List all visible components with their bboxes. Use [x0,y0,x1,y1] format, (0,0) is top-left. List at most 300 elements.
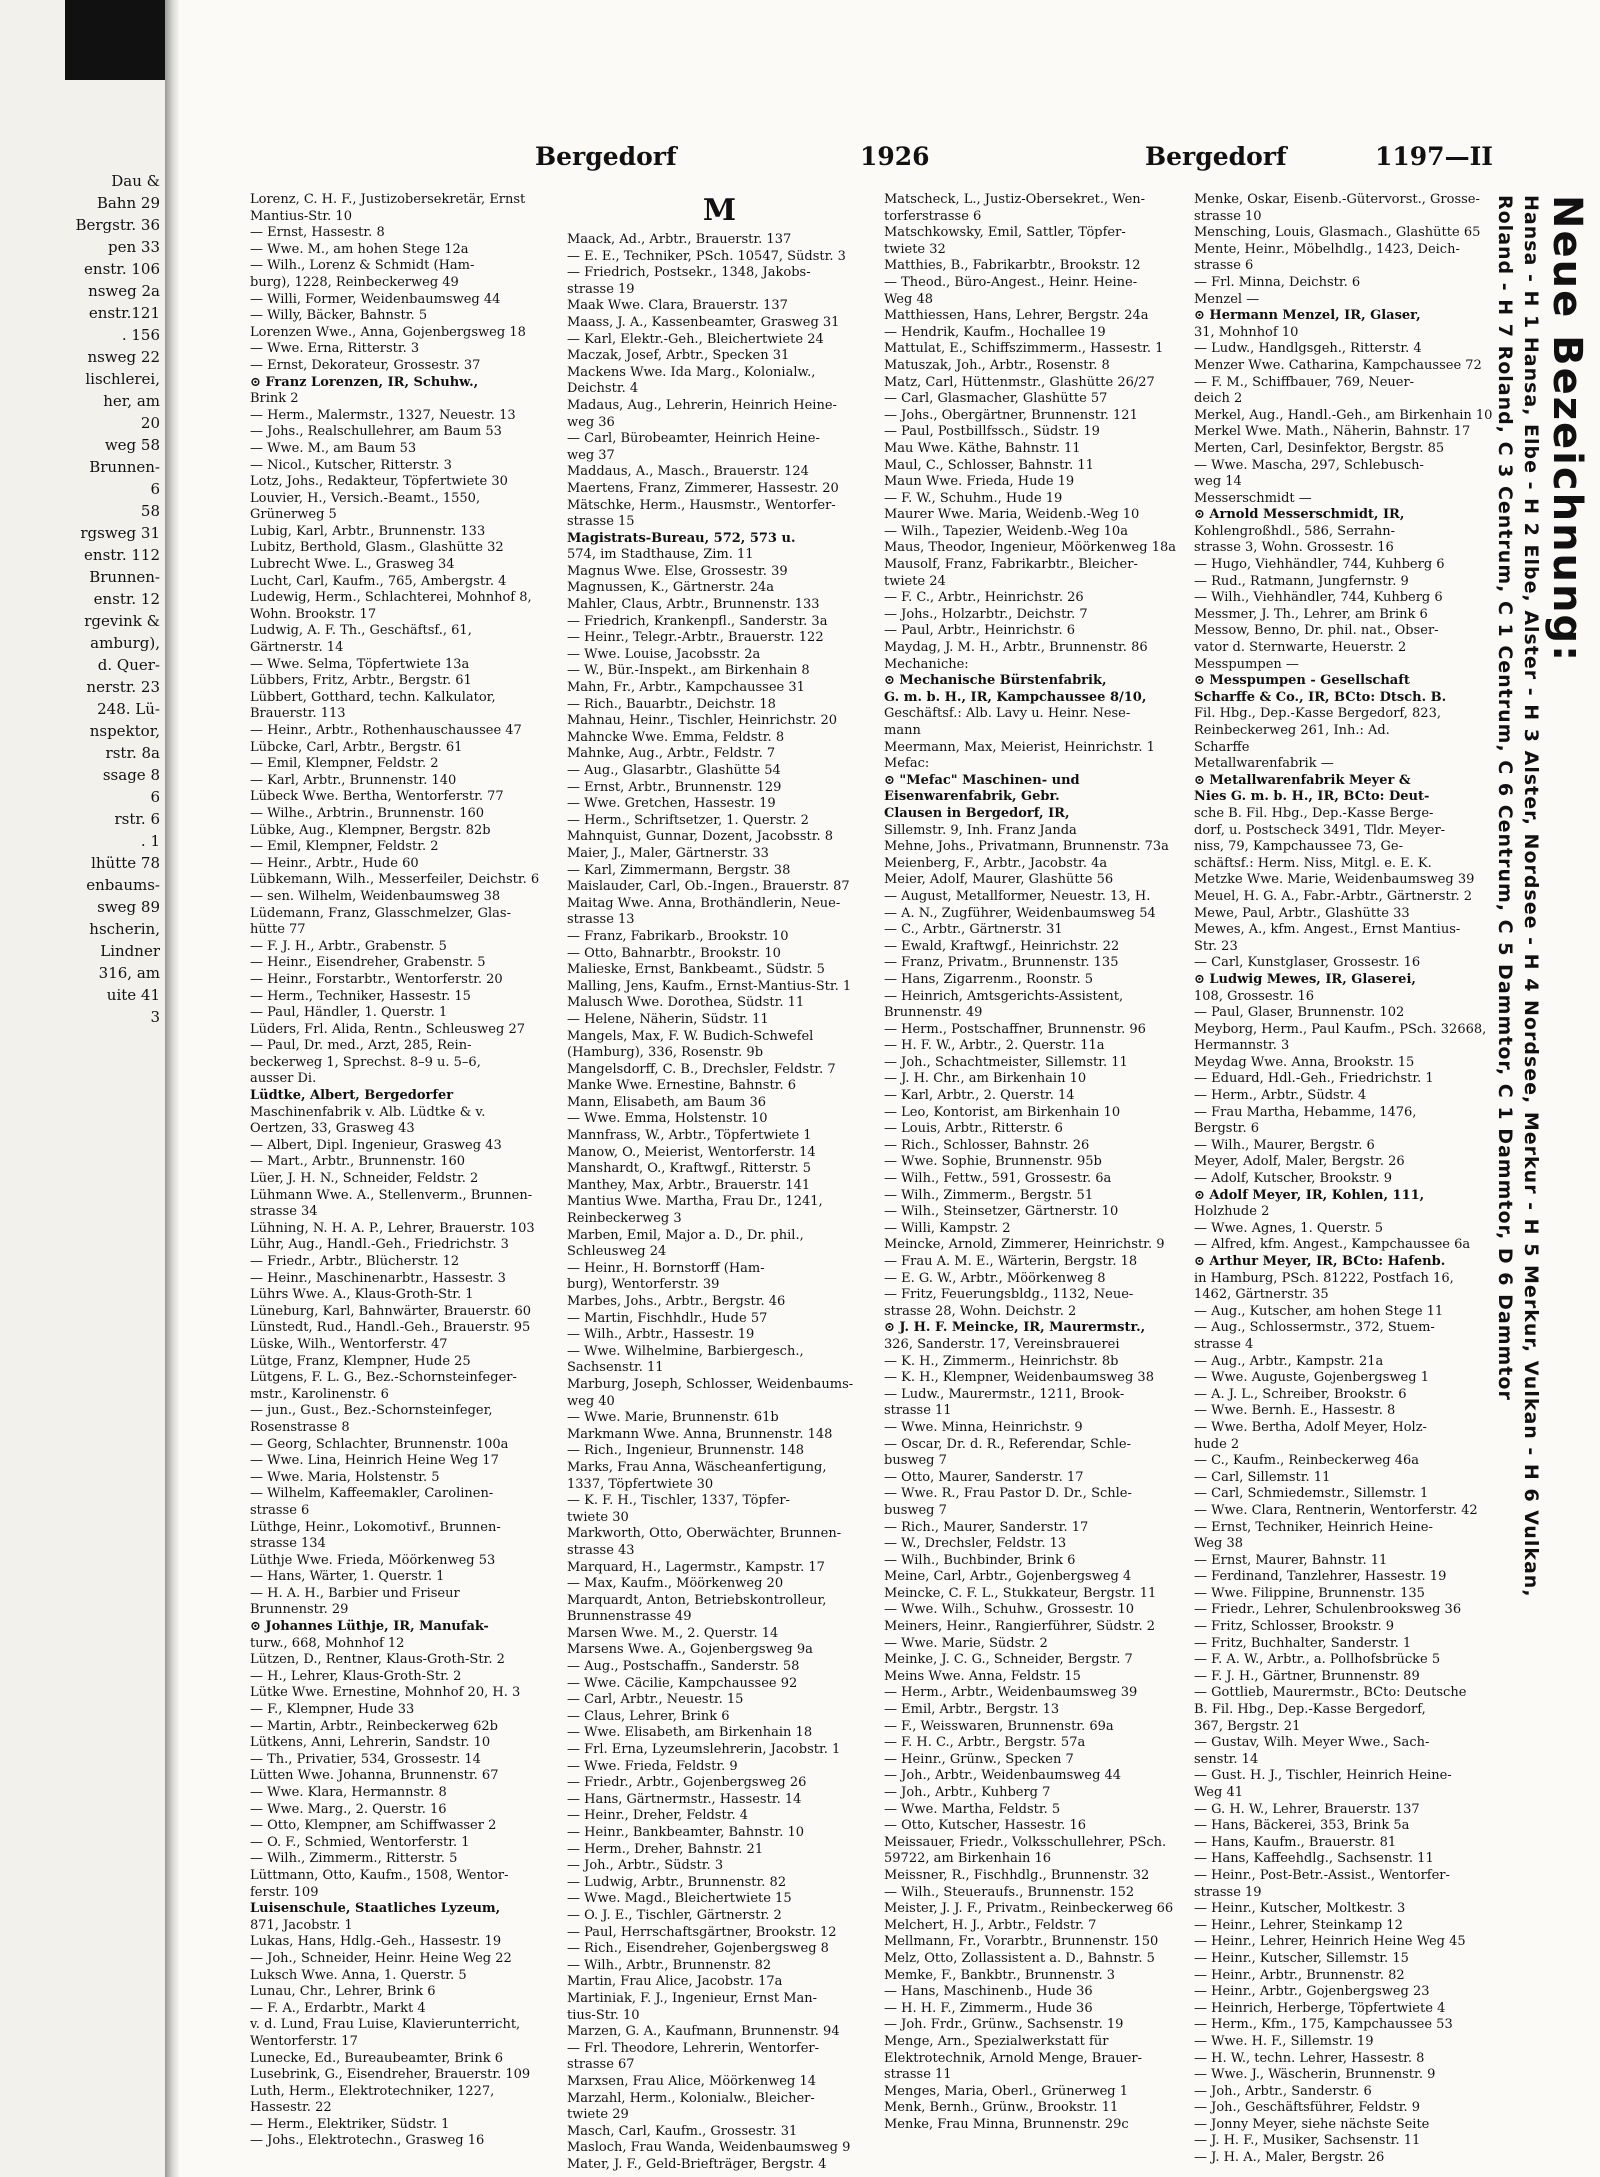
directory-entry: — C., Arbtr., Gärtnerstr. 31 [884,922,1063,938]
directory-entry: Reinbeckerweg 261, Inh.: Ad. [1194,723,1390,738]
header-page-number: 1197—II [1375,142,1493,171]
directory-entry: Lorenz, C. H. F., Justizobersekretär, Ernst [250,192,526,207]
directory-entry: Marben, Emil, Major a. D., Dr. phil., [567,1227,804,1243]
directory-entry: Meermann, Max, Meierist, Heinrichstr. 1 [884,739,1155,755]
directory-entry: ⊙ Metallwarenfabrik Meyer & [1194,772,1411,788]
previous-page-line: enstr.121 [88,304,160,322]
directory-entry: — Herm., Arbtr., Weidenbaumsweg 39 [884,1685,1138,1701]
directory-entry: — Emil, Arbtr., Bergstr. 13 [884,1702,1060,1718]
directory-entry: Madaus, Aug., Lehrerin, Heinrich Heine- [567,397,837,413]
directory-entry: Brauerstr. 113 [250,706,346,722]
directory-entry: Menge, Arn., Spezialwerkstatt für [884,2033,1109,2049]
directory-entry: Mattulat, E., Schiffszimmerm., Hassestr. 1 [884,341,1164,357]
directory-entry: — Frl. Erna, Lyzeumslehrerin, Jacobstr. 1 [567,1742,841,1758]
directory-entry: Magnussen, K., Gärtnerstr. 24a [567,580,775,596]
directory-entry: — Wwe. Filippine, Brunnenstr. 135 [1194,1585,1425,1601]
previous-page-line: . 1 [140,832,160,850]
directory-entry: — Karl, Elektr.-Geh., Bleichertwiete 24 [567,331,824,347]
directory-entry: — Johs., Holzarbtr., Deichstr. 7 [884,606,1088,622]
previous-page-line: hscherin, [89,920,160,938]
directory-entry: Malusch Wwe. Dorothea, Südstr. 11 [567,995,805,1011]
directory-entry: — Eduard, Hdl.-Geh., Friedrichstr. 1 [1194,1071,1434,1087]
previous-page-line: nspektor, [89,722,160,740]
directory-entry: Lotz, Johs., Redakteur, Töpfertwiete 30 [250,474,508,490]
directory-entry: strasse 15 [567,514,635,530]
directory-entry: Brink 2 [250,391,299,407]
directory-entry: Menzer Wwe. Catharina, Kampchaussee 72 [1194,357,1482,373]
directory-entry: Messpumpen — [1194,656,1299,672]
directory-entry: — K. H., Zimmerm., Heinrichstr. 8b [884,1353,1119,1369]
directory-entry: Lühr, Aug., Handl.-Geh., Friedrichstr. 3 [250,1237,509,1253]
directory-entry: 108, Grossestr. 16 [1194,988,1315,1004]
previous-page-line: Dau & [111,172,160,190]
directory-entry: Lüttmann, Otto, Kaufm., 1508, Wentor- [250,1867,509,1883]
directory-entry: — W., Bür.-Inspekt., am Birkenhain 8 [567,663,810,679]
directory-entry: — Mart., Arbtr., Brunnenstr. 160 [250,1154,466,1170]
directory-entry: Melz, Otto, Zollassistent a. D., Bahnstr. 5 [884,1950,1155,1966]
directory-entry: strasse 3, Wohn. Grossestr. 16 [1194,540,1394,556]
directory-entry: Marsens Wwe. A., Gojenbergsweg 9a [567,1642,813,1658]
directory-entry: — F. J. H., Arbtr., Grabenstr. 5 [250,938,447,954]
directory-entry: — Georg, Schlachter, Brunnenstr. 100a [250,1436,509,1452]
directory-entry: Mangels, Max, F. W. Budich-Schwefel [567,1028,814,1044]
directory-entry: 1462, Gärtnerstr. 35 [1194,1287,1329,1303]
directory-entry: — Claus, Lehrer, Brink 6 [567,1708,730,1724]
directory-entry: — Wilh., Zimmerm., Bergstr. 51 [884,1187,1094,1203]
previous-page-line: 20 [140,414,160,432]
directory-entry: twiete 32 [884,241,946,257]
previous-page-line: Brunnen- [89,458,160,476]
directory-entry: busweg 7 [884,1502,947,1518]
directory-entry: Oertzen, 33, Grasweg 43 [250,1121,415,1137]
directory-entry: 31, Mohnhof 10 [1194,324,1299,340]
directory-entry: Lüders, Frl. Alida, Rentn., Schleusweg 27 [250,1021,525,1037]
directory-entry: — Heinrich, Herberge, Töpfertwiete 4 [1194,2000,1446,2016]
directory-entry: weg 14 [1194,474,1242,490]
previous-page-line: rgsweg 31 [80,524,160,542]
directory-entry: Mellmann, Fr., Vorarbtr., Brunnenstr. 150 [884,1934,1159,1950]
directory-entry: Memke, F., Bankbtr., Brunnenstr. 3 [884,1967,1116,1983]
directory-entry: — J. H. A., Maler, Bergstr. 26 [1194,2150,1385,2166]
book-gutter [165,0,179,2177]
directory-entry: — Wwe. Wilh., Schuhw., Grossestr. 10 [884,1602,1135,1618]
directory-entry: — Paul, Postbillfssch., Südstr. 19 [884,424,1100,440]
directory-entry: — Wilh., Arbtr., Brunnenstr. 82 [567,1957,772,1973]
directory-entry: — K. F. H., Tischler, 1337, Töpfer- [567,1493,790,1509]
directory-entry: Mangelsdorff, C. B., Drechsler, Feldstr. 7 [567,1061,836,1077]
directory-entry: — Hugo, Viehhändler, 744, Kuhberg 6 [1194,557,1445,573]
directory-entry: Mewes, A., kfm. Angest., Ernst Mantius- [1194,922,1461,938]
directory-entry: — Ernst, Dekorateur, Grossestr. 37 [250,357,481,373]
directory-entry: — Joh. Frdr., Grünw., Sachsenstr. 19 [884,2017,1124,2033]
directory-entry: strasse 13 [567,912,635,928]
directory-entry: Lübkemann, Wilh., Messerfeiler, Deichstr. 6 [250,872,540,888]
directory-entry: ⊙ Franz Lorenzen, IR, Schuhw., [250,374,479,390]
directory-entry: Lüske, Wilh., Wentorferstr. 47 [250,1336,448,1352]
directory-entry: strasse 67 [567,2057,635,2073]
directory-entry: burg), 1228, Reinbeckerweg 49 [250,274,459,290]
directory-entry: ⊙ Messpumpen - Gesellschaft [1194,673,1410,689]
directory-entry: Metallwarenfabrik — [1194,756,1334,772]
directory-entry: — Karl, Arbtr., Brunnenstr. 140 [250,772,457,788]
directory-entry: — Wwe. Agnes, 1. Querstr. 5 [1194,1220,1383,1236]
directory-entry: v. d. Lund, Frau Luise, Klavierunterricht, [250,2017,521,2033]
directory-entry: — Friedrich, Krankenpfl., Sanderstr. 3a [567,613,828,629]
directory-entry: — Otto, Maurer, Sanderstr. 17 [884,1469,1084,1485]
previous-page-line: pen 33 [108,238,160,256]
directory-entry: — Herm., Techniker, Hassestr. 15 [250,988,471,1004]
directory-entry: Lührs Wwe. A., Klaus-Groth-Str. 1 [250,1287,474,1303]
directory-entry: — Heinr., H. Bornstorff (Ham- [567,1260,765,1276]
directory-entry: Mensching, Louis, Glasmach., Glashütte 65 [1194,225,1481,241]
directory-entry: twiete 30 [567,1509,629,1525]
directory-entry: — H., Lehrer, Klaus-Groth-Str. 2 [250,1668,462,1684]
directory-entry: Mahler, Claus, Arbtr., Brunnenstr. 133 [567,597,820,613]
directory-entry: Maurer Wwe. Maria, Weidenb.-Weg 10 [884,507,1140,523]
directory-entry: — Heinr., Telegr.-Arbtr., Brauerstr. 122 [567,630,824,646]
directory-entry: — C., Kaufm., Reinbeckerweg 46a [1194,1453,1420,1469]
directory-entry: Holzhude 2 [1194,1204,1270,1220]
directory-entry: — Wilh., Viehhändler, 744, Kuhberg 6 [1194,590,1443,606]
directory-entry: — Aug., Schlossermstr., 372, Stuem- [1194,1320,1435,1336]
directory-entry: — F. A., Erdarbtr., Markt 4 [250,2000,426,2016]
directory-entry: — Wwe. Bertha, Adolf Meyer, Holz- [1194,1419,1427,1435]
previous-page-line: . 156 [121,326,160,344]
directory-entry: Markworth, Otto, Oberwächter, Brunnen- [567,1526,842,1542]
directory-entry: — F. A. W., Arbtr., a. Pollhofsbrücke 5 [1194,1652,1441,1668]
directory-entry: Maass, J. A., Kassenbeamter, Grasweg 31 [567,314,840,330]
side-title: Neue Bezeichnung: [1544,195,1590,664]
directory-entry: — O. F., Schmied, Wentorferstr. 1 [250,1834,470,1850]
directory-entry: 367, Bergstr. 21 [1194,1718,1301,1734]
directory-entry: Menk, Bernh., Grünw., Brookstr. 11 [884,2100,1119,2116]
directory-entry: sche B. Fil. Hbg., Dep.-Kasse Berge- [1194,805,1434,821]
directory-entry: — Wilh., Tapezier, Weidenb.-Weg 10a [884,523,1128,539]
directory-entry: Meydag Wwe. Anna, Brookstr. 15 [1194,1054,1415,1070]
directory-entry: Marbes, Johs., Arbtr., Bergstr. 46 [567,1294,786,1309]
directory-entry: strasse 134 [250,1536,326,1552]
directory-entry: Lubig, Karl, Arbtr., Brunnenstr. 133 [250,523,486,539]
directory-entry: — Joh., Schachtmeister, Sillemstr. 11 [884,1054,1128,1070]
directory-entry: Maydag, J. M. H., Arbtr., Brunnenstr. 86 [884,640,1148,656]
directory-entry: Lütgens, F. L. G., Bez.-Schornsteinfeger- [250,1370,517,1386]
directory-entry: Mannfrass, W., Arbtr., Töpfertwiete 1 [567,1128,812,1144]
directory-entry: Magnus Wwe. Else, Grossestr. 39 [567,563,788,579]
directory-entry: — Wwe. Klara, Hermannstr. 8 [250,1785,447,1800]
directory-entry: — Carl, Bürobeamter, Heinrich Heine- [567,431,820,447]
directory-entry: — Joh., Arbtr., Südstr. 3 [567,1858,724,1874]
directory-entry: — Wilhelm, Kaffeemakler, Carolinen- [250,1486,494,1502]
directory-entry: Masch, Carl, Kaufm., Grossestr. 31 [567,2123,798,2139]
directory-entry: Weg 38 [1194,1536,1243,1552]
directory-entry: — O. J. E., Tischler, Gärtnerstr. 2 [567,1907,782,1923]
directory-entry: — Aug., Arbtr., Kampstr. 21a [1194,1353,1384,1369]
directory-entry: — A. N., Zugführer, Weidenbaumsweg 54 [884,905,1156,921]
directory-entry: Marquardt, Anton, Betriebskontrolleur, [567,1592,827,1608]
directory-entry: Lusebrink, G., Eisendreher, Brauerstr. 109 [250,2067,531,2083]
directory-entry: — Hendrik, Kaufm., Hochallee 19 [884,324,1106,340]
directory-entry: — Leo, Kontorist, am Birkenhain 10 [884,1104,1121,1120]
directory-entry: strasse 28, Wohn. Deichstr. 2 [884,1303,1077,1319]
directory-entry: — Heinr., Dreher, Feldstr. 4 [567,1808,749,1824]
directory-entry: — Helene, Näherin, Südstr. 11 [567,1011,769,1027]
directory-entry: — Willi, Former, Weidenbaumsweg 44 [250,291,501,307]
directory-entry: Mahn, Fr., Arbtr., Kampchaussee 31 [567,680,805,696]
directory-entry: Matthies, B., Fabrikarbtr., Brookstr. 12 [884,258,1141,274]
directory-entry: — Karl, Zimmermann, Bergstr. 38 [567,862,791,878]
directory-entry: Melchert, H. J., Arbtr., Feldstr. 7 [884,1917,1097,1933]
directory-entry: Meienberg, F., Arbtr., Jacobstr. 4a [884,855,1108,871]
directory-entry: Lübcke, Carl, Arbtr., Bergstr. 61 [250,739,463,755]
directory-entry: — F., Weisswaren, Brunnenstr. 69a [884,1718,1114,1734]
directory-entry: — Joh., Geschäftsführer, Feldstr. 9 [1194,2100,1421,2116]
directory-entry: Mechaniche: [884,656,969,672]
directory-entry: Luisenschule, Staatliches Lyzeum, [250,1901,501,1917]
directory-entry: strasse 34 [250,1204,318,1220]
directory-entry: — Hans, Kaffeehdlg., Sachsenstr. 11 [1194,1851,1434,1867]
directory-entry: Merkel, Aug., Handl.-Geh., am Birkenhain 10 [1194,407,1493,423]
directory-entry: Malling, Jens, Kaufm., Ernst-Mantius-Str. 1 [567,978,852,994]
directory-entry: Mackens Wwe. Ida Marg., Kolonialw., [567,364,816,380]
directory-entry: twiete 24 [884,573,946,589]
directory-entry: Lucht, Carl, Kaufm., 765, Ambergstr. 4 [250,573,507,589]
directory-entry: — Franz, Privatm., Brunnenstr. 135 [884,955,1119,971]
directory-entry: ⊙ Hermann Menzel, IR, Glaser, [1194,308,1421,324]
directory-entry: Sillemstr. 9, Inh. Franz Janda [884,822,1077,838]
directory-entry: — Heinr., Lehrer, Steinkamp 12 [1194,1917,1403,1933]
directory-entry: — Carl, Schmiedemstr., Sillemstr. 1 [1194,1486,1429,1502]
previous-page-line: 6 [150,480,160,498]
directory-entry: Meuel, H. G. A., Fabr.-Arbtr., Gärtnerstr. 2 [1194,888,1472,904]
directory-entry: turw., 668, Mohnhof 12 [250,1635,405,1651]
directory-entry: — Martin, Arbtr., Reinbeckerweg 62b [250,1718,498,1734]
directory-entry: — A. J. L., Schreiber, Brookstr. 6 [1194,1386,1407,1402]
directory-entry: 59722, am Birkenhain 16 [884,1851,1052,1867]
directory-entry: Schleusweg 24 [567,1244,667,1260]
directory-entry: Mahnke, Aug., Arbtr., Feldstr. 7 [567,746,776,762]
directory-entry: Mente, Heinr., Möbelhdlg., 1423, Deich- [1194,241,1460,257]
previous-page-line: Bergstr. 36 [75,216,160,234]
directory-entry: — Hans, Kaufm., Brauerstr. 81 [1194,1834,1397,1850]
directory-entry: Menke, Frau Minna, Brunnenstr. 29c [884,2116,1129,2132]
directory-entry: Manke Wwe. Ernestine, Bahnstr. 6 [567,1078,797,1094]
directory-entry: Weg 48 [884,291,933,307]
directory-entry: Lubitz, Berthold, Glasm., Glashütte 32 [250,540,504,556]
directory-entry: Matthiessen, Hans, Lehrer, Bergstr. 24a [884,308,1149,324]
directory-entry: busweg 7 [884,1453,947,1469]
directory-entry: burg), Wentorferstr. 39 [567,1277,720,1293]
directory-entry: — Wwe. M., am Baum 53 [250,440,417,456]
previous-page-line: uite 41 [106,986,160,1004]
directory-entry: strasse 11 [884,2067,952,2083]
directory-entry: — Wwe. Maria, Holstenstr. 5 [250,1469,440,1485]
directory-entry: — Carl, Arbtr., Neuestr. 15 [567,1692,744,1708]
directory-entry: Mausolf, Franz, Fabrikarbtr., Bleicher- [884,557,1138,573]
directory-entry: G. m. b. H., IR, Kampchaussee 8/10, [884,689,1147,705]
previous-page-line: 58 [140,502,160,520]
directory-entry: Marks, Frau Anna, Wäscheanfertigung, [567,1459,827,1475]
previous-page-line: enstr. 112 [84,546,160,564]
directory-entry: — Wwe. J., Wäscherin, Brunnenstr. 9 [1194,2067,1436,2083]
directory-entry: Meinke, J. C. G., Schneider, Bergstr. 7 [884,1652,1133,1668]
directory-entry: strasse 6 [1194,258,1254,274]
previous-page-edge [0,0,165,2177]
directory-entry: Sachsenstr. 11 [567,1360,664,1376]
directory-entry: — Johs., Realschullehrer, am Baum 53 [250,424,502,440]
directory-entry: Metzke Wwe. Marie, Weidenbaumsweg 39 [1194,872,1475,888]
directory-entry: Kohlengroßhdl., 586, Serrahn- [1194,523,1396,539]
directory-entry: Mahnau, Heinr., Tischler, Heinrichstr. 20 [567,713,838,729]
directory-entry: ferstr. 109 [250,1884,319,1900]
directory-entry: Lubrecht Wwe. L., Grasweg 34 [250,557,455,573]
directory-entry: Malieske, Ernst, Bankbeamt., Südstr. 5 [567,962,825,978]
directory-entry: — Heinr., Kutscher, Sillemstr. 15 [1194,1950,1409,1966]
directory-entry: — Emil, Klempner, Feldstr. 2 [250,756,439,772]
directory-entry: Meins Wwe. Anna, Feldstr. 15 [884,1668,1081,1684]
directory-entry: hütte 77 [250,922,306,938]
previous-page-line: 6 [150,788,160,806]
directory-entry: — Alfred, kfm. Angest., Kampchaussee 6a [1194,1237,1471,1253]
directory-entry: Messow, Benno, Dr. phil. nat., Obser- [1194,623,1439,639]
directory-column-4 [1194,192,1512,2167]
previous-page-line: sweg 89 [97,898,160,916]
directory-entry: — Heinr., Post-Betr.-Assist., Wentorfer- [1194,1867,1450,1883]
directory-entry: — Heinr., Arbtr., Gojenbergsweg 23 [1194,1984,1430,2000]
directory-entry: Masloch, Frau Wanda, Weidenbaumsweg 9 [567,2140,851,2156]
directory-entry: Clausen in Bergedorf, IR, [884,805,1070,821]
directory-entry: Lüer, J. H. N., Schneider, Feldstr. 2 [250,1171,479,1187]
directory-entry: — Wwe. Bernh. E., Hassestr. 8 [1194,1403,1396,1419]
directory-entry: — Ernst, Techniker, Heinrich Heine- [1194,1519,1433,1535]
directory-entry: Martiniak, F. J., Ingenieur, Ernst Man- [567,1990,818,2006]
directory-entry: Maun Wwe. Frieda, Hude 19 [884,474,1075,490]
previous-page-line: rstr. 8a [105,744,160,762]
directory-entry: Marzahl, Herm., Kolonialw., Bleicher- [567,2090,815,2106]
directory-entry: — Rud., Ratmann, Jungfernstr. 9 [1194,573,1409,589]
directory-entry: — J. H. F., Musiker, Sachsenstr. 11 [1194,2133,1421,2149]
directory-entry: dorf, u. Postscheck 3491, Tldr. Meyer- [1194,822,1446,838]
previous-page-line: 316, am [98,964,160,982]
directory-entry: — Wwe. R., Frau Pastor D. Dr., Schle- [884,1486,1132,1502]
directory-entry: — Wwe. Mascha, 297, Schlebusch- [1194,457,1424,473]
directory-entry: — Paul, Herrschaftsgärtner, Brookstr. 12 [567,1924,837,1940]
directory-entry: Ludwig, A. F. Th., Geschäftsf., 61, [250,623,472,639]
directory-entry: — Aug., Kutscher, am hohen Stege 11 [1194,1303,1444,1319]
directory-entry: Meincke, C. F. L., Stukkateur, Bergstr. 11 [884,1585,1157,1601]
directory-entry: — F. J. H., Gärtner, Brunnenstr. 89 [1194,1668,1420,1684]
directory-entry: — Joh., Arbtr., Kuhberg 7 [884,1785,1051,1800]
directory-entry: — Frl. Minna, Deichstr. 6 [1194,274,1361,290]
directory-entry: Maertens, Franz, Zimmerer, Hassestr. 20 [567,480,839,496]
directory-column-1 [250,192,555,2150]
directory-entry: Scharffe & Co., IR, BCto: Dtsch. B. [1194,689,1447,705]
previous-page-line: amburg), [90,634,160,652]
directory-entry: Lüdemann, Franz, Glasschmelzer, Glas- [250,905,511,921]
directory-entry: — Paul, Arbtr., Heinrichstr. 6 [884,623,1075,639]
directory-entry: — F., Klempner, Hude 33 [250,1702,415,1718]
directory-entry: — Friedr., Lehrer, Schulenbrooksweg 36 [1194,1602,1462,1618]
directory-entry: strasse 6 [250,1502,310,1518]
directory-entry: Wohn. Brookstr. 17 [250,606,377,622]
directory-entry: strasse 10 [1194,208,1262,224]
directory-entry: Meine, Carl, Arbtr., Gojenbergsweg 4 [884,1569,1132,1585]
directory-entry: strasse 19 [1194,1884,1262,1900]
directory-entry: Maak Wwe. Clara, Brauerstr. 137 [567,298,788,314]
directory-entry: — Heinr., Bankbeamter, Bahnstr. 10 [567,1825,805,1840]
directory-entry: Lorenzen Wwe., Anna, Gojenbergsweg 18 [250,324,526,340]
directory-entry: — W., Drechsler, Feldstr. 13 [884,1536,1067,1552]
directory-entry: Marsen Wwe. M., 2. Querstr. 14 [567,1625,779,1641]
directory-entry: Bergstr. 6 [1194,1121,1259,1137]
directory-entry: Mantius Wwe. Martha, Frau Dr., 1241, [567,1194,823,1210]
directory-entry: Deichstr. 4 [567,381,639,397]
header-place-left: Bergedorf [535,142,677,171]
directory-entry: weg 37 [567,447,615,463]
directory-entry: — Fritz, Schlosser, Brookstr. 9 [1194,1619,1395,1635]
directory-entry: Lütge, Franz, Klempner, Hude 25 [250,1353,471,1369]
directory-entry: — Frau Martha, Hebamme, 1476, [1194,1104,1417,1120]
directory-entry: — H. H. F., Zimmerm., Hude 36 [884,2000,1093,2016]
directory-entry: Lübbers, Fritz, Arbtr., Bergstr. 61 [250,673,472,689]
directory-entry: Maul, C., Schlosser, Bahnstr. 11 [884,457,1094,473]
directory-entry: Maack, Ad., Arbtr., Brauerstr. 137 [567,232,792,247]
directory-entry: — Theod., Büro-Angest., Heinr. Heine- [884,274,1138,290]
directory-entry: — Albert, Dipl. Ingenieur, Grasweg 43 [250,1137,502,1153]
directory-entry: ⊙ J. H. F. Meincke, IR, Maurermstr., [884,1320,1146,1336]
page-header [240,142,1500,182]
directory-entry: Meincke, Arnold, Zimmerer, Heinrichstr. 9 [884,1237,1165,1253]
directory-entry: Matz, Carl, Hüttenmstr., Glashütte 26/27 [884,374,1155,390]
directory-entry: — Willi, Kampstr. 2 [884,1220,1011,1236]
directory-entry: — Hans, Gärtnermstr., Hassestr. 14 [567,1791,802,1807]
directory-entry: — Wilhe., Arbtrin., Brunnenstr. 160 [250,805,485,821]
directory-entry: ⊙ Ludwig Mewes, IR, Glaserei, [1194,971,1416,987]
directory-entry: — Heinr., Arbtr., Rothenhauschaussee 47 [250,723,522,738]
directory-entry: Meyer, Adolf, Maler, Bergstr. 26 [1194,1154,1405,1170]
directory-entry: deich 2 [1194,391,1243,407]
directory-entry: — Gust. H. J., Tischler, Heinrich Heine- [1194,1768,1452,1784]
directory-entry: Lüthje Wwe. Frieda, Möörkenweg 53 [250,1552,496,1568]
directory-entry: Luth, Herm., Elektrotechniker, 1227, [250,2083,495,2099]
directory-entry: — Ewald, Kraftwgf., Heinrichstr. 22 [884,938,1120,954]
directory-entry: Wentorferstr. 17 [250,2033,358,2049]
directory-entry: 574, im Stadthause, Zim. 11 [567,547,754,563]
directory-entry: — F. C., Arbtr., Heinrichstr. 26 [884,590,1084,606]
directory-column-2 [567,192,872,2173]
directory-entry: Menges, Maria, Oberl., Grünerweg 1 [884,2083,1129,2099]
directory-entry: beckerweg 1, Sprechst. 8–9 u. 5–6, [250,1054,481,1070]
directory-entry: ⊙ Adolf Meyer, IR, Kohlen, 111, [1194,1187,1425,1203]
directory-entry: schäftsf.: Herm. Niss, Mitgl. e. E. K. [1194,855,1432,871]
directory-entry: — Hans, Maschinenb., Hude 36 [884,1984,1093,2000]
previous-page-line: nsweg 2a [88,282,160,300]
directory-entry: — Wilh., Maurer, Bergstr. 6 [1194,1137,1375,1153]
directory-entry: — Adolf, Kutscher, Brookstr. 9 [1194,1171,1393,1187]
directory-entry: Maitag Wwe. Anna, Brothändlerin, Neue- [567,895,841,911]
directory-entry: — Otto, Klempner, am Schiffwasser 2 [250,1818,497,1834]
directory-entry: — F. W., Schuhm., Hude 19 [884,490,1063,506]
directory-entry: — Franz, Fabrikarb., Brookstr. 10 [567,928,789,944]
directory-entry: weg 36 [567,414,615,430]
directory-entry: — K. H., Klempner, Weidenbaumsweg 38 [884,1370,1154,1386]
directory-entry: — Wilh., Lorenz & Schmidt (Ham- [250,258,475,274]
directory-entry: Meier, Adolf, Maurer, Glashütte 56 [884,872,1114,888]
directory-entry: — Carl, Sillemstr. 11 [1194,1469,1331,1485]
side-line-2: Roland - H 7 Roland, C 3 Centrum, C 1 Centrum, C 6 Centrum, C 5 Dammtor, C 1 Dammtor, D 6 Dammtor [1494,195,1516,1401]
directory-entry: — Wwe. Louise, Jacobsstr. 2a [567,646,761,662]
directory-entry: — Friedr., Arbtr., Blücherstr. 12 [250,1254,460,1269]
directory-entry: Hassestr. 22 [250,2100,332,2116]
